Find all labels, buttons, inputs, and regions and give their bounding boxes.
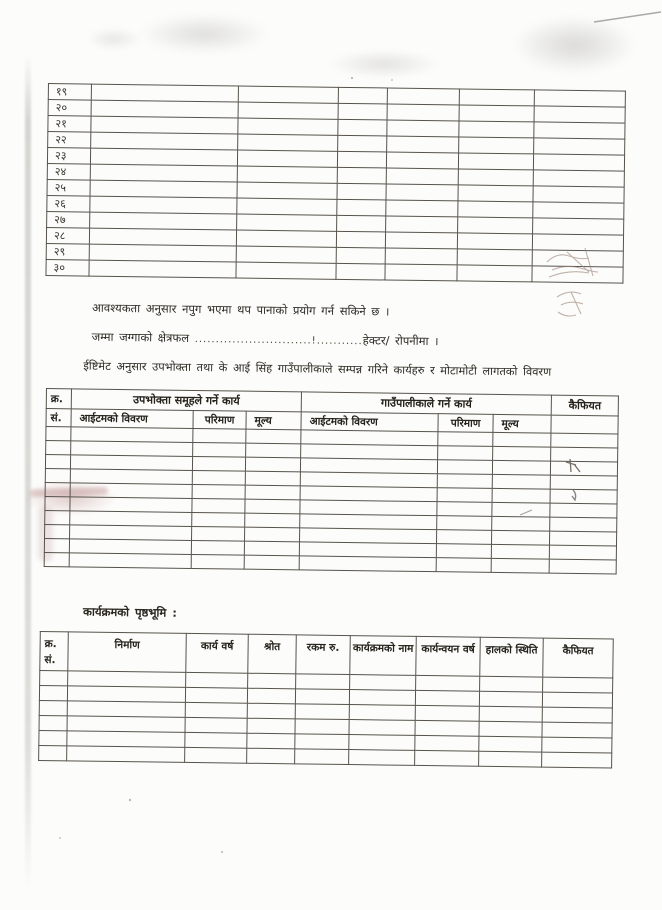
empty-cell [299, 556, 436, 572]
construction-header: निर्माण [68, 632, 187, 673]
empty-cell [236, 246, 336, 263]
empty-cell [45, 483, 70, 497]
empty-cell [386, 216, 458, 233]
implementation-year-header: कार्यन्वयन वर्ष [416, 636, 481, 676]
empty-cell [191, 554, 244, 569]
empty-cell [349, 750, 415, 766]
empty-cell [385, 232, 457, 249]
empty-cell [185, 702, 247, 718]
empty-cell [492, 460, 550, 475]
empty-cell [533, 170, 624, 187]
empty-cell [238, 134, 338, 151]
work-year-header: कार्य वर्ष [186, 633, 249, 673]
empty-cell [247, 748, 295, 764]
empty-cell [534, 122, 625, 139]
empty-cell [296, 674, 350, 690]
serial-cell: २७ [47, 212, 90, 229]
empty-cell [458, 201, 533, 218]
empty-cell [415, 690, 479, 706]
empty-cell [337, 199, 386, 216]
empty-cell [387, 88, 459, 105]
serial-header: क्र. सं. [40, 631, 69, 670]
empty-cell [338, 87, 387, 104]
empty-cell [437, 488, 492, 503]
empty-cell [192, 484, 245, 499]
empty-cell [89, 260, 236, 278]
empty-cell [192, 526, 245, 541]
empty-cell [415, 735, 479, 751]
empty-cell [45, 511, 70, 525]
empty-cell [349, 690, 415, 706]
municipality-works-header: गाउँपालीकाले गर्ने कार्य [301, 392, 551, 415]
empty-cell [436, 558, 491, 573]
empty-cell [492, 488, 550, 503]
empty-cell [386, 200, 458, 217]
empty-cell [350, 675, 416, 691]
empty-cell [437, 516, 492, 531]
empty-cell [457, 233, 532, 250]
empty-cell [532, 234, 623, 251]
empty-cell [415, 720, 479, 736]
empty-cell [247, 733, 295, 749]
empty-cell [549, 545, 616, 560]
empty-cell [91, 132, 238, 150]
empty-cell [246, 443, 301, 458]
empty-cell [549, 559, 616, 574]
empty-cell [533, 154, 624, 171]
fill-in-dotted-line: ............................!........... [194, 333, 363, 348]
empty-cell [45, 469, 70, 483]
empty-cell [67, 731, 185, 748]
empty-cell [39, 685, 67, 700]
empty-cell [185, 717, 247, 733]
empty-cell [295, 719, 349, 735]
serial-cell: २१ [48, 116, 91, 133]
empty-cell [45, 497, 70, 511]
empty-cell [245, 513, 300, 528]
empty-cell [492, 530, 550, 545]
empty-cell [542, 722, 612, 738]
serial-cell: २४ [47, 164, 90, 181]
empty-cell [415, 750, 479, 766]
empty-cell [90, 148, 237, 166]
program-background-heading: कार्यक्रमको पृष्ठभूमि : [82, 604, 178, 620]
empty-cell [336, 247, 385, 264]
serial-cell: १९ [48, 84, 91, 101]
empty-cell [550, 503, 617, 518]
empty-cell [480, 676, 543, 692]
empty-cell [91, 100, 238, 118]
empty-cell [236, 230, 336, 247]
empty-cell [385, 264, 457, 281]
empty-cell [238, 86, 338, 103]
serial-cell: २९ [46, 244, 89, 261]
empty-cell [90, 212, 237, 230]
empty-cell [46, 427, 71, 441]
empty-cell [44, 553, 69, 567]
empty-cell [336, 231, 385, 248]
value-header: मूल्य [493, 414, 551, 433]
empty-cell [191, 540, 244, 555]
empty-cell [479, 706, 542, 722]
empty-cell [67, 701, 185, 718]
empty-cell [436, 544, 491, 559]
empty-cell [46, 441, 71, 455]
empty-cell [457, 249, 532, 266]
note-estimate-heading: ईष्टिमेट अनुसार उपभोक्ता तथा के आई सिंह गाउँपालीकाले सम्पन्न गरिने कार्यहरु र मोटामोटी लागतको विवरण [83, 359, 552, 379]
empty-cell [457, 265, 532, 282]
serial-cell: २० [48, 100, 91, 117]
empty-cell [295, 749, 349, 765]
current-status-header: हालको स्थिति [480, 637, 544, 677]
program-background-table [38, 631, 614, 769]
empty-cell [39, 730, 67, 745]
empty-cell [492, 502, 550, 517]
empty-cell [551, 447, 618, 462]
empty-cell [245, 471, 300, 486]
empty-cell [532, 250, 623, 267]
program-name-header: कार्यक्रमको नाम [350, 636, 417, 676]
empty-cell [491, 544, 549, 559]
empty-cell [238, 118, 338, 135]
empty-cell [248, 673, 296, 689]
empty-cell [385, 248, 457, 265]
note-land-area-unit: हेक्टर/ रोपनीमा । [362, 333, 439, 349]
empty-cell [237, 214, 337, 231]
serial-cell: ३० [46, 260, 89, 277]
serial-cell: २२ [48, 132, 91, 149]
empty-cell [67, 716, 185, 733]
empty-cell [542, 707, 612, 723]
empty-cell [67, 686, 185, 703]
empty-cell [534, 90, 625, 107]
empty-cell [543, 677, 613, 693]
empty-cell [338, 135, 387, 152]
empty-cell [89, 228, 236, 246]
item-description-header: आईटमको विवरण [301, 412, 438, 432]
empty-cell [542, 692, 612, 708]
serial-header-bottom: सं. [46, 409, 71, 427]
empty-cell [185, 687, 247, 703]
source-header: श्रोत [248, 634, 297, 674]
empty-cell [39, 715, 67, 730]
empty-cell [295, 704, 349, 720]
empty-cell [69, 553, 191, 569]
empty-cell [237, 166, 337, 183]
empty-cell [247, 718, 295, 734]
empty-cell [386, 152, 458, 169]
cost-details-table [44, 388, 619, 574]
empty-cell [238, 102, 338, 119]
empty-cell [550, 517, 617, 532]
empty-cell [89, 244, 236, 262]
empty-cell [550, 531, 617, 546]
empty-cell [193, 428, 246, 443]
empty-cell [245, 457, 300, 472]
empty-cell [39, 700, 67, 715]
remarks-header: कैफियत [551, 395, 618, 416]
empty-cell [91, 116, 238, 134]
empty-cell [437, 530, 492, 545]
empty-header-cell [551, 415, 618, 434]
quantity-header: परिमाण [193, 410, 246, 429]
empty-cell [551, 433, 618, 448]
amount-header: रकम रु. [296, 635, 351, 675]
empty-cell [337, 167, 386, 184]
empty-cell [237, 198, 337, 215]
empty-cell [245, 499, 300, 514]
empty-cell [438, 446, 493, 461]
empty-cell [244, 555, 299, 570]
empty-cell [533, 202, 624, 219]
empty-cell [386, 168, 458, 185]
empty-cell [387, 104, 459, 121]
empty-cell [534, 106, 625, 123]
empty-cell [387, 136, 459, 153]
empty-cell [295, 689, 349, 705]
quantity-header: परिमाण [438, 414, 493, 433]
empty-cell [459, 121, 534, 138]
empty-cell [479, 751, 542, 767]
note-land-area [92, 330, 439, 350]
empty-cell [185, 747, 247, 763]
empty-cell [337, 215, 386, 232]
empty-cell [45, 525, 70, 539]
note-land-area-label: जम्मा जग्गाको क्षेत्रफल [91, 329, 195, 345]
empty-cell [338, 119, 387, 136]
empty-cell [387, 120, 459, 137]
empty-cell [437, 502, 492, 517]
empty-cell [193, 442, 246, 457]
empty-cell [295, 734, 349, 750]
empty-cell [533, 186, 624, 203]
serial-cell: २८ [46, 228, 89, 245]
empty-cell [186, 672, 248, 688]
empty-cell [336, 263, 385, 280]
empty-cell [245, 527, 300, 542]
empty-cell [491, 558, 549, 573]
empty-cell [337, 183, 386, 200]
empty-cell [192, 470, 245, 485]
empty-cell [416, 675, 480, 691]
empty-cell [533, 218, 624, 235]
empty-cell [67, 746, 185, 763]
empty-cell [349, 705, 415, 721]
empty-cell [542, 737, 612, 753]
value-header: मूल्य [246, 411, 301, 430]
empty-cell [236, 262, 336, 279]
empty-cell [493, 432, 551, 447]
empty-cell [542, 752, 612, 768]
item-description-header: आईटमको विवरण [71, 409, 193, 429]
empty-cell [338, 103, 387, 120]
empty-cell [492, 516, 550, 531]
empty-cell [68, 671, 186, 688]
empty-cell [192, 512, 245, 527]
consumer-group-works-header: उपभोक्ता समूहले गर्ने कार्य [71, 389, 301, 412]
empty-cell [237, 150, 337, 167]
empty-cell [532, 266, 623, 283]
empty-cell [479, 691, 542, 707]
empty-cell [40, 670, 68, 685]
serial-cell: २५ [47, 180, 90, 197]
empty-cell [244, 541, 299, 556]
empty-cell [415, 705, 479, 721]
serial-header-top: क्र. [46, 389, 71, 409]
remarks-header: कैफियत [543, 638, 614, 678]
empty-cell [534, 138, 625, 155]
empty-cell [90, 196, 237, 214]
empty-cell [44, 539, 69, 553]
empty-cell [91, 84, 238, 102]
empty-cell [246, 429, 301, 444]
empty-cell [493, 446, 551, 461]
empty-cell [458, 169, 533, 186]
empty-cell [386, 184, 458, 201]
empty-cell [437, 474, 492, 489]
empty-cell [458, 153, 533, 170]
empty-cell [492, 474, 550, 489]
empty-cell [459, 89, 534, 106]
empty-cell [550, 475, 617, 490]
empty-cell [337, 151, 386, 168]
empty-cell [459, 137, 534, 154]
empty-cell [550, 489, 617, 504]
serial-cell: २६ [47, 196, 90, 213]
empty-cell [458, 185, 533, 202]
empty-cell [479, 721, 542, 737]
empty-cell [45, 455, 70, 469]
empty-cell [192, 456, 245, 471]
empty-cell [479, 736, 542, 752]
empty-cell [237, 182, 337, 199]
empty-cell [437, 460, 492, 475]
empty-cell [459, 105, 534, 122]
empty-cell [349, 735, 415, 751]
empty-cell [185, 732, 247, 748]
empty-cell [349, 720, 415, 736]
empty-cell [247, 688, 295, 704]
empty-cell [90, 180, 237, 198]
empty-cell [192, 498, 245, 513]
empty-cell [245, 485, 300, 500]
note-extra-pages: आवश्यकता अनुसार नपुग भएमा थप पानाको प्रयोग गर्न सकिने छ । [91, 300, 390, 319]
empty-cell [247, 703, 295, 719]
serial-cell: २३ [47, 148, 90, 165]
empty-cell [90, 164, 237, 182]
empty-cell [550, 461, 617, 476]
empty-cell [438, 432, 493, 447]
serial-rows-table [45, 83, 625, 284]
empty-cell [39, 745, 67, 760]
empty-cell [458, 217, 533, 234]
